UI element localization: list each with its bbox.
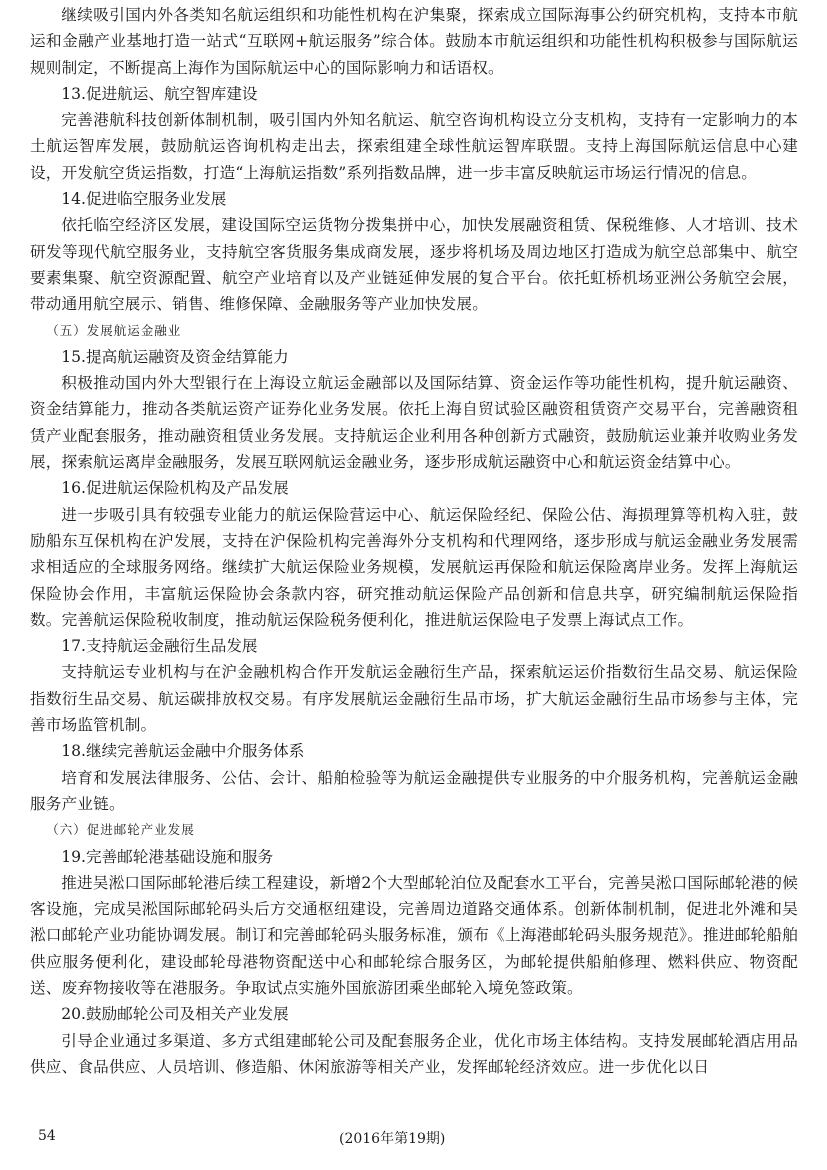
page-number: 54 bbox=[38, 1128, 56, 1144]
paragraph: 培育和发展法律服务、公估、会计、船舶检验等为航运金融提供专业服务的中介服务机构，完善航运金融服务产业链。 bbox=[30, 768, 798, 813]
section-heading: （五）发展航运金融业 bbox=[46, 322, 182, 338]
paragraph: 依托临空经济区发展，建设国际空运货物分拨集拼中心，加快发展融资租赁、保税维修、人才培训、技术研发等现代航空服务业，支持航空客货服务集成商发展，逐步将机场及周边地区打造成为航空总部集中、航空要素集聚、航空资源配置、航空产业培育以及产业链延伸发展的复合平台。依托虹桥机场亚洲公务航空会展，带动通用航空展示、销售、维修保障、金融服务等产业加快发展。 bbox=[30, 216, 798, 314]
paragraph: 积极推动国内外大型银行在上海设立航运金融部以及国际结算、资金运作等功能性机构，提升航运融资、资金结算能力，推动各类航运资产证券化业务发展。依托上海自贸试验区融资租赁资产交易平台，完善融资租赁产业配套服务，推动融资租赁业务发展。支持航运企业利用各种创新方式融资，鼓励航运业兼并收购业务发展，探索航运离岸金融服务，发展互联网航运金融业务，逐步形成航运融资中心和航运资金结算中心。 bbox=[30, 374, 798, 472]
page-footer bbox=[0, 1128, 827, 1152]
paragraph: 推进吴淞口国际邮轮港后续工程建设，新增2个大型邮轮泊位及配套水工平台，完善吴淞口国际邮轮港的候客设施，完成吴淞国际邮轮码头后方交通枢纽建设，完善周边道路交通体系。创新体制机制，促进北外滩和吴淞口邮轮产业功能协调发展。制订和完善邮轮码头服务标准，颁布《上海港邮轮码头服务规范》。推进邮轮船舶供应服务便利化，建设邮轮母港物资配送中心和邮轮综合服务区，为邮轮提供船舶修理、燃料供应、物资配送、废弃物接收等在港服务。争取试点实施外国旅游团乘坐邮轮入境免签政策。 bbox=[30, 873, 798, 997]
paragraph: 完善港航科技创新体制机制，吸引国内外知名航运、航空咨询机构设立分支机构，支持有一定影响力的本土航运智库发展，鼓励航运咨询机构走出去，探索组建全球性航运智库联盟。支持上海国际航运信息中心建设，开发航空货运指数，打造“上海航运指数”系列指数品牌，进一步丰富反映航运市场运行情况的信息。 bbox=[30, 111, 798, 182]
subsection-heading: 13.促进航运、航空智库建设 bbox=[61, 84, 258, 103]
subsection-heading: 17.支持航运金融衍生品发展 bbox=[61, 637, 258, 656]
subsection-heading: 14.促进临空服务业发展 bbox=[61, 190, 227, 209]
paragraph: 引导企业通过多渠道、多方式组建邮轮公司及配套服务企业，优化市场主体结构。支持发展邮轮酒店用品供应、食品供应、人员培训、修造船、休闲旅游等相关产业，发挥邮轮经济效应。进一步优化以日 bbox=[30, 1031, 798, 1076]
paragraph: 进一步吸引具有较强专业能力的航运保险营运中心、航运保险经纪、保险公估、海损理算等机构入驻，鼓励船东互保机构在沪发展，支持在沪保险机构完善海外分支机构和代理网络，逐步形成与航运金融业务发展需求相适应的全球服务网络。继续扩大航运保险业务规模，发展航运再保险和航运保险离岸业务。发挥上海航运保险协会作用，丰富航运保险协会条款内容，研究推动航运保险产品创新和信息共享，研究编制航运保险指数。完善航运保险税收制度，推动航运保险税务便利化，推进航运保险电子发票上海试点工作。 bbox=[30, 505, 798, 629]
document-body bbox=[30, 2, 798, 1080]
issue-label: (2016年第19期) bbox=[339, 1131, 446, 1147]
section-heading: （六）促进邮轮产业发展 bbox=[46, 822, 195, 838]
subsection-heading: 20.鼓励邮轮公司及相关产业发展 bbox=[61, 1005, 289, 1024]
subsection-heading: 15.提高航运融资及资金结算能力 bbox=[61, 347, 289, 366]
paragraph: 继续吸引国内外各类知名航运组织和功能性机构在沪集聚，探索成立国际海事公约研究机构，支持本市航运和金融产业基地打造一站式“互联网+航运服务”综合体。鼓励本市航运组织和功能性机构积极参与国际航运规则制定，不断提高上海作为国际航运中心的国际影响力和话语权。 bbox=[30, 6, 798, 77]
subsection-heading: 19.完善邮轮港基础设施和服务 bbox=[61, 847, 274, 866]
paragraph: 支持航运专业机构与在沪金融机构合作开发航运金融衍生产品，探索航运运价指数衍生品交易、航运保险指数衍生品交易、航运碳排放权交易。有序发展航运金融衍生品市场，扩大航运金融衍生品市场参与主体，完善市场监管机制。 bbox=[30, 663, 798, 735]
subsection-heading: 18.继续完善航运金融中介服务体系 bbox=[61, 742, 305, 761]
subsection-heading: 16.促进航运保险机构及产品发展 bbox=[61, 479, 289, 498]
